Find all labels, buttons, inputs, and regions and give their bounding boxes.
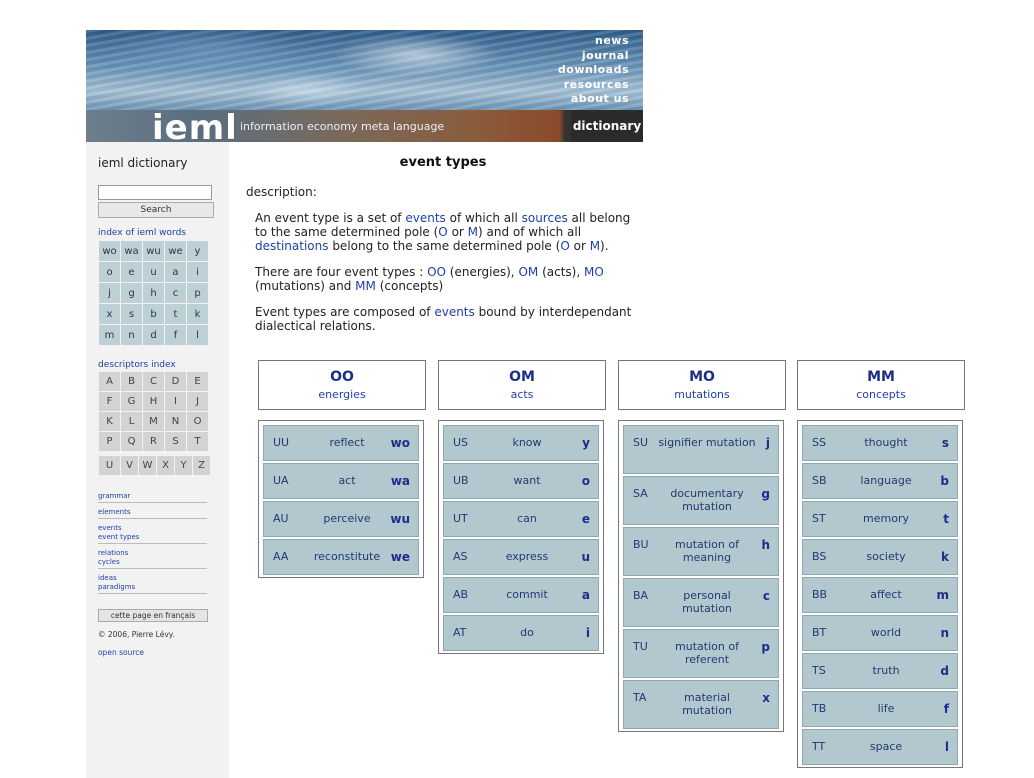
column-header-om[interactable] (438, 360, 606, 410)
column-header-mm[interactable] (797, 360, 965, 410)
link-destinations[interactable]: destinations (255, 239, 329, 253)
text: belong to the same determined pole ( (328, 239, 561, 253)
index-word-cell[interactable]: b (143, 304, 165, 325)
event-item[interactable] (802, 653, 958, 689)
event-name[interactable]: reconstitute (313, 550, 381, 563)
link-pole-o[interactable]: O (560, 239, 570, 253)
event-name[interactable]: perceive (323, 512, 371, 525)
event-letter[interactable]: s (941, 436, 949, 450)
link-events[interactable]: events (434, 305, 475, 319)
nav-about-us[interactable]: about us (570, 92, 629, 105)
index-word-cell[interactable]: c (165, 283, 187, 304)
event-name[interactable]: reflect (329, 436, 365, 449)
event-name[interactable]: personal mutation (682, 589, 732, 615)
event-item[interactable] (802, 463, 958, 499)
event-letter[interactable]: j (765, 436, 770, 450)
descriptor-cell[interactable]: A (99, 372, 121, 392)
event-code: BA (633, 589, 649, 602)
event-name[interactable]: affect (870, 588, 902, 601)
index-word-cell[interactable]: m (99, 325, 121, 346)
descriptor-cell[interactable]: R (143, 432, 165, 452)
descriptor-cell[interactable]: P (99, 432, 121, 452)
page-title: event types (399, 155, 487, 170)
site-tagline: information economy meta language (240, 120, 445, 133)
column-items-oo (258, 420, 424, 578)
column-items-mo (618, 420, 784, 732)
event-letter[interactable]: k (941, 550, 949, 564)
site-logo[interactable]: ieml (152, 108, 238, 142)
event-letter[interactable]: b (940, 474, 949, 488)
event-code: BU (633, 538, 649, 551)
event-name[interactable]: society (866, 550, 906, 563)
event-item[interactable] (802, 425, 958, 461)
descriptor-cell[interactable]: Q (121, 432, 143, 452)
event-item[interactable] (623, 425, 779, 474)
text: of which all (445, 211, 522, 225)
event-item[interactable] (802, 615, 958, 651)
descriptor-cell[interactable]: H (143, 392, 165, 412)
descriptor-cell[interactable]: T (187, 432, 209, 452)
event-code: SU (633, 436, 649, 449)
descriptors-grid (98, 371, 209, 452)
link-events[interactable]: events (98, 524, 122, 532)
event-name[interactable]: signifier mutation (658, 436, 756, 449)
event-item[interactable] (623, 629, 779, 678)
index-word-cell[interactable]: f (165, 325, 187, 346)
event-item[interactable] (443, 463, 599, 499)
text: (concepts) (375, 279, 444, 293)
event-letter[interactable]: c (762, 589, 770, 603)
event-name[interactable]: thought (864, 436, 908, 449)
column-code[interactable]: OM (509, 369, 535, 385)
event-code: TU (633, 640, 648, 653)
event-code: BB (812, 588, 828, 601)
event-code: TA (633, 691, 647, 704)
descriptor-cell[interactable]: U (99, 456, 121, 476)
event-letter[interactable]: x (762, 691, 770, 705)
index-word-cell[interactable]: wa (121, 241, 143, 262)
event-item[interactable] (802, 501, 958, 537)
index-word-cell[interactable]: h (143, 283, 165, 304)
nav-news[interactable]: news (594, 34, 629, 47)
index-word-cell[interactable]: g (121, 283, 143, 304)
descriptor-cell[interactable]: M (143, 412, 165, 432)
text: An event type is a set of (255, 211, 406, 225)
event-item[interactable] (623, 578, 779, 627)
search-input[interactable] (98, 185, 212, 200)
event-name[interactable]: material mutation (682, 691, 732, 717)
descriptor-cell[interactable]: J (187, 392, 209, 412)
descriptor-cell[interactable]: B (121, 372, 143, 392)
event-item[interactable] (802, 691, 958, 727)
event-name[interactable]: want (513, 474, 541, 487)
index-word-cell[interactable]: d (143, 325, 165, 346)
descriptor-cell[interactable]: C (143, 372, 165, 392)
link-mo[interactable]: MO (583, 265, 604, 279)
event-item[interactable] (263, 463, 419, 499)
event-name[interactable]: commit (506, 588, 548, 601)
event-letter[interactable]: wo (390, 436, 410, 450)
column-items-om (438, 420, 604, 654)
column-name[interactable]: concepts (856, 388, 906, 401)
event-code: BT (812, 626, 827, 639)
event-item[interactable] (443, 577, 599, 613)
descriptor-cell[interactable]: L (121, 412, 143, 432)
event-letter[interactable]: e (581, 512, 590, 526)
link-group (98, 523, 207, 544)
event-item[interactable] (443, 425, 599, 461)
event-code: SA (633, 487, 648, 500)
event-letter[interactable]: u (581, 550, 590, 564)
event-item[interactable] (263, 539, 419, 575)
event-letter[interactable]: f (943, 702, 949, 716)
index-word-cell[interactable]: e (121, 262, 143, 283)
event-code: AS (453, 550, 468, 563)
event-item[interactable] (443, 501, 599, 537)
event-letter[interactable]: wu (390, 512, 410, 526)
event-name[interactable]: life (877, 702, 895, 715)
index-word-cell[interactable]: l (187, 325, 209, 346)
event-letter[interactable]: g (761, 487, 770, 501)
index-word-cell[interactable]: o (99, 262, 121, 283)
link-mm[interactable]: MM (355, 279, 376, 293)
descriptor-cell[interactable]: G (121, 392, 143, 412)
event-letter[interactable]: d (940, 664, 949, 678)
banner-nav (558, 34, 629, 107)
descriptor-cell[interactable]: K (99, 412, 121, 432)
text: or (447, 225, 468, 239)
index-word-cell[interactable]: u (143, 262, 165, 283)
nav-downloads[interactable]: downloads (557, 63, 629, 76)
index-word-cell[interactable]: n (121, 325, 143, 346)
event-name[interactable]: can (517, 512, 537, 525)
event-code: TS (812, 664, 826, 677)
column-header-mo[interactable] (618, 360, 786, 410)
index-word-cell[interactable]: p (187, 283, 209, 304)
link-pole-m[interactable]: M (589, 239, 601, 253)
link-sources[interactable]: sources (521, 211, 568, 225)
event-item[interactable] (802, 729, 958, 765)
event-item[interactable] (802, 539, 958, 575)
event-code: SB (812, 474, 827, 487)
event-name[interactable]: know (512, 436, 542, 449)
nav-resources[interactable]: resources (563, 77, 629, 91)
event-name[interactable]: mutation of referent (675, 640, 739, 666)
event-code: TT (812, 740, 826, 753)
link-paradigms[interactable]: paradigms (98, 583, 136, 591)
link-pole-o[interactable]: O (438, 225, 448, 239)
event-name[interactable]: express (505, 550, 549, 563)
link-event-types[interactable]: event types (98, 533, 140, 541)
index-word-cell[interactable]: wo (99, 241, 121, 262)
event-letter[interactable]: m (936, 588, 949, 602)
event-name[interactable]: documentary mutation (670, 487, 744, 513)
sidebar (86, 142, 229, 778)
event-name[interactable]: language (860, 474, 912, 487)
descriptor-cell[interactable]: N (165, 412, 187, 432)
column-name[interactable]: acts (510, 388, 534, 401)
event-letter[interactable]: i (585, 626, 590, 640)
copyright-text: © 2006, Pierre Lévy. (98, 630, 175, 639)
text: (mutations) and (255, 279, 356, 293)
index-word-cell[interactable]: k (187, 304, 209, 325)
event-letter[interactable]: h (761, 538, 770, 552)
text: There are four event types : (255, 265, 428, 279)
event-name[interactable]: space (869, 740, 903, 753)
column-name[interactable]: energies (318, 388, 366, 401)
french-version-button[interactable]: cette page en français (98, 609, 208, 622)
description-label: description: (246, 185, 317, 199)
sidebar-links (98, 491, 207, 598)
link-grammar[interactable]: grammar (98, 492, 131, 500)
index-word-cell[interactable]: we (165, 241, 187, 262)
event-letter[interactable]: a (581, 588, 590, 602)
column-name[interactable]: mutations (674, 388, 730, 401)
description-paragraph-1 (255, 211, 640, 253)
event-item[interactable] (443, 615, 599, 651)
text: (acts), (538, 265, 584, 279)
event-code: AB (453, 588, 469, 601)
column-code[interactable]: MM (867, 369, 895, 385)
event-code: BS (812, 550, 827, 563)
site-banner (86, 30, 643, 142)
index-word-cell[interactable]: x (99, 304, 121, 325)
event-code: ST (812, 512, 826, 525)
event-code: UU (273, 436, 290, 449)
event-letter[interactable]: wa (390, 474, 410, 488)
descriptor-cell[interactable]: I (165, 392, 187, 412)
text: ) and of which all (478, 225, 582, 239)
link-om[interactable]: OM (518, 265, 539, 279)
event-letter[interactable]: l (944, 740, 949, 754)
link-events[interactable]: events (405, 211, 446, 225)
event-letter[interactable]: we (390, 550, 410, 564)
description-paragraph-2 (255, 265, 640, 293)
event-name[interactable]: memory (863, 512, 909, 525)
event-code: UB (453, 474, 469, 487)
event-name[interactable]: act (338, 474, 356, 487)
event-item[interactable] (802, 577, 958, 613)
column-code[interactable]: OO (330, 369, 354, 385)
index-word-cell[interactable]: a (165, 262, 187, 283)
link-group (98, 507, 207, 519)
text: Event types are composed of (255, 305, 435, 319)
index-word-cell[interactable]: t (165, 304, 187, 325)
descriptor-cell[interactable]: V (121, 456, 139, 476)
event-code: UA (273, 474, 289, 487)
text: or (569, 239, 590, 253)
search-button[interactable]: Search (98, 202, 214, 218)
event-item[interactable] (263, 501, 419, 537)
nav-journal[interactable]: journal (581, 48, 629, 62)
link-pole-m[interactable]: M (467, 225, 479, 239)
event-code: AA (273, 550, 289, 563)
link-relations[interactable]: relations (98, 549, 129, 557)
sidebar-title: ieml dictionary (98, 156, 188, 170)
index-word-cell[interactable]: i (187, 262, 209, 283)
event-code: US (453, 436, 469, 449)
event-item[interactable] (623, 527, 779, 576)
link-oo[interactable]: OO (427, 265, 446, 279)
event-item[interactable] (443, 539, 599, 575)
event-item[interactable] (263, 425, 419, 461)
event-name[interactable]: do (520, 626, 534, 639)
event-letter[interactable]: n (940, 626, 949, 640)
column-header-oo[interactable] (258, 360, 426, 410)
descriptor-cell[interactable]: O (187, 412, 209, 432)
event-item[interactable] (623, 680, 779, 729)
index-words-grid (98, 240, 209, 346)
link-group (98, 573, 207, 594)
event-letter[interactable]: t (943, 512, 949, 526)
descriptor-cell[interactable]: E (187, 372, 209, 392)
event-letter[interactable]: o (581, 474, 590, 488)
event-name[interactable]: world (870, 626, 902, 639)
descriptors-grid-last-row (98, 455, 211, 476)
link-group (98, 491, 207, 503)
text: all belong to the same determined pole ( (255, 211, 631, 239)
descriptor-cell[interactable]: W (139, 456, 157, 476)
link-ideas[interactable]: ideas (98, 574, 117, 582)
section-dictionary-tab[interactable]: dictionary (571, 110, 643, 142)
open-source-link[interactable]: open source (98, 648, 145, 657)
descriptor-cell[interactable]: Y (175, 456, 193, 476)
descriptors-index-label: descriptors index (98, 360, 176, 370)
event-name[interactable]: truth (872, 664, 900, 677)
text: (energies), (445, 265, 519, 279)
event-name[interactable]: mutation of meaning (675, 538, 739, 564)
event-item[interactable] (623, 476, 779, 525)
event-code: TB (812, 702, 827, 715)
index-word-cell[interactable]: j (99, 283, 121, 304)
descriptor-cell[interactable]: Z (193, 456, 211, 476)
event-code: UT (453, 512, 468, 525)
event-code: AU (273, 512, 289, 525)
column-code[interactable]: MO (689, 369, 715, 385)
descriptor-cell[interactable]: F (99, 392, 121, 412)
link-group (98, 548, 207, 569)
event-code: AT (453, 626, 467, 639)
text: ). (600, 239, 609, 253)
column-items-mm (797, 420, 963, 768)
index-word-cell[interactable]: y (187, 241, 209, 262)
link-cycles[interactable]: cycles (98, 558, 120, 566)
text: bound by interdependant dialectical relations. (255, 305, 632, 333)
index-words-label: index of ieml words (98, 228, 186, 238)
descriptor-cell[interactable]: D (165, 372, 187, 392)
event-letter[interactable]: y (582, 436, 590, 450)
link-elements[interactable]: elements (98, 508, 131, 516)
event-code: SS (812, 436, 826, 449)
index-word-cell[interactable]: s (121, 304, 143, 325)
description-paragraph-3 (255, 305, 640, 333)
event-letter[interactable]: p (761, 640, 770, 654)
descriptor-cell[interactable]: S (165, 432, 187, 452)
index-word-cell[interactable]: wu (143, 241, 165, 262)
descriptor-cell[interactable]: X (157, 456, 175, 476)
